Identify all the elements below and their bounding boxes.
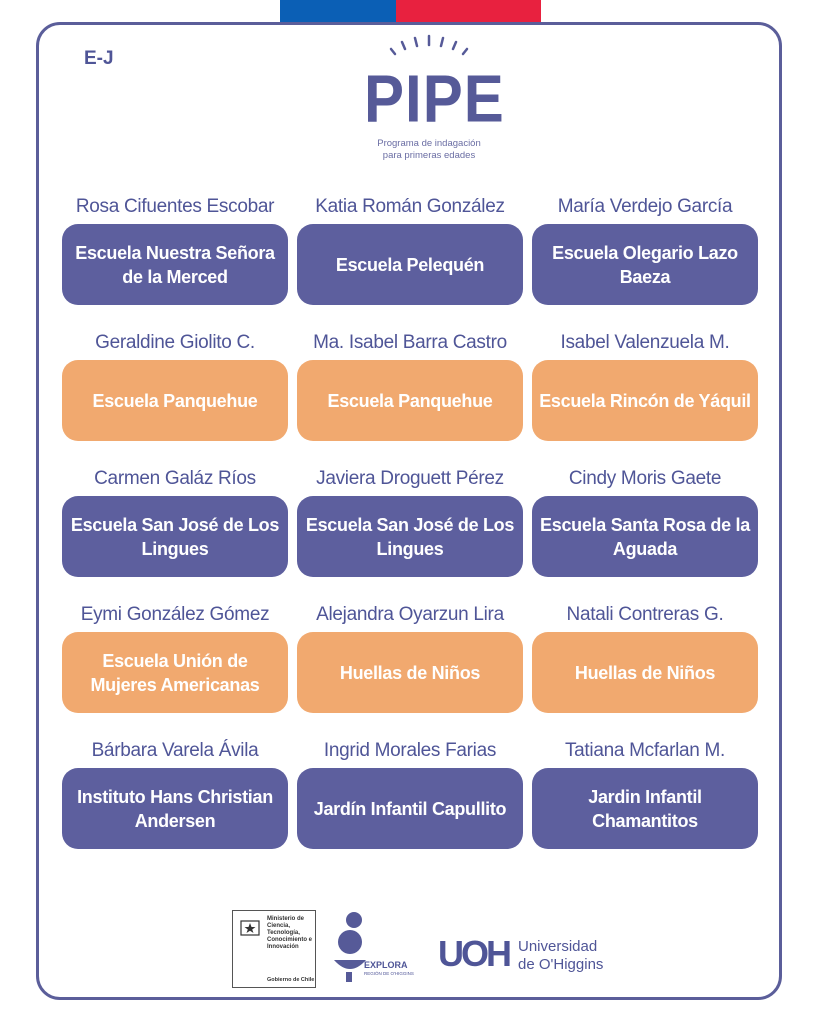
gobierno-label: Gobierno de Chile [267,977,315,983]
logo-subtitle-line2: para primeras edades [382,150,476,161]
flag-blue-stripe [280,0,396,22]
teacher-name: Tatiana Mcfarlan M. [564,740,726,761]
teacher-card [532,330,758,441]
ministry-name: Ministerio de Ciencia, Tecnología, Conocimiento e Innovación [267,916,313,950]
teacher-card [297,738,523,849]
teacher-name: Natali Contreras G. [566,604,724,625]
school-badge: Escuela Rincón de Yáquil [532,360,758,441]
uoh-name [518,938,603,974]
teacher-name: Alejandra Oyarzun Lira [316,604,504,625]
school-badge: Huellas de Niños [532,632,758,713]
school-badge: Escuela Nuestra Señora de la Merced [62,224,288,305]
teacher-name: Eymi González Gómez [80,604,270,625]
flag-red-stripe [396,0,541,22]
explora-region: REGIÓN DE O'HIGGINS [364,971,414,976]
teacher-card [62,738,288,849]
teacher-name: María Verdejo García [557,196,733,217]
sun-rays-icon [389,34,469,56]
school-badge: Escuela Panquehue [62,360,288,441]
ministry-logo [232,910,316,988]
explora-logo [328,908,418,992]
teacher-card [297,330,523,441]
school-badge: Huellas de Niños [297,632,523,713]
teacher-name: Geraldine Giolito C. [95,332,255,353]
teacher-card [297,466,523,577]
page-code: E-J [84,48,114,69]
teacher-name: Isabel Valenzuela M. [560,332,730,353]
teacher-card [62,194,288,305]
school-badge: Jardin Infantil Chamantitos [532,768,758,849]
uoh-name-line1: Universidad [518,938,598,955]
teacher-name: Bárbara Varela Ávila [91,740,259,761]
explora-name: EXPLORA [364,960,408,970]
teacher-card [532,466,758,577]
teacher-card [297,194,523,305]
school-badge: Escuela Olegario Lazo Baeza [532,224,758,305]
school-badge: Escuela Panquehue [297,360,523,441]
logo-subtitle-line1: Programa de indagación [377,138,481,149]
school-badge: Escuela San José de Los Lingues [297,496,523,577]
school-badge: Escuela Unión de Mujeres Americanas [62,632,288,713]
teacher-name: Katia Román González [315,196,505,217]
uoh-logo [438,934,618,978]
teacher-card [532,602,758,713]
teacher-card [62,602,288,713]
logo-wordmark: PIPE [364,61,505,137]
teacher-name: Javiera Droguett Pérez [316,468,504,489]
teacher-name: Rosa Cifuentes Escobar [75,196,275,217]
teacher-name: Cindy Moris Gaete [568,468,722,489]
school-badge: Escuela Pelequén [297,224,523,305]
teacher-name: Ma. Isabel Barra Castro [313,332,507,353]
teacher-name: Ingrid Morales Farias [323,740,497,761]
pipe-logo [364,34,505,161]
logo-subtitle [364,138,494,162]
teacher-card [532,738,758,849]
school-badge: Escuela San José de Los Lingues [62,496,288,577]
school-badge: Instituto Hans Christian Andersen [62,768,288,849]
teacher-name: Carmen Galáz Ríos [94,468,256,489]
uoh-name-line2: de O'Higgins [518,956,604,973]
school-badge: Escuela Santa Rosa de la Aguada [532,496,758,577]
teacher-card [62,466,288,577]
teacher-card [532,194,758,305]
school-badge: Jardín Infantil Capullito [297,768,523,849]
teacher-card [62,330,288,441]
footer-logos [0,908,819,988]
chile-crest-icon [237,919,263,939]
uoh-mark: UOH [438,933,509,974]
teacher-card [297,602,523,713]
explora-figure-icon [328,908,368,992]
